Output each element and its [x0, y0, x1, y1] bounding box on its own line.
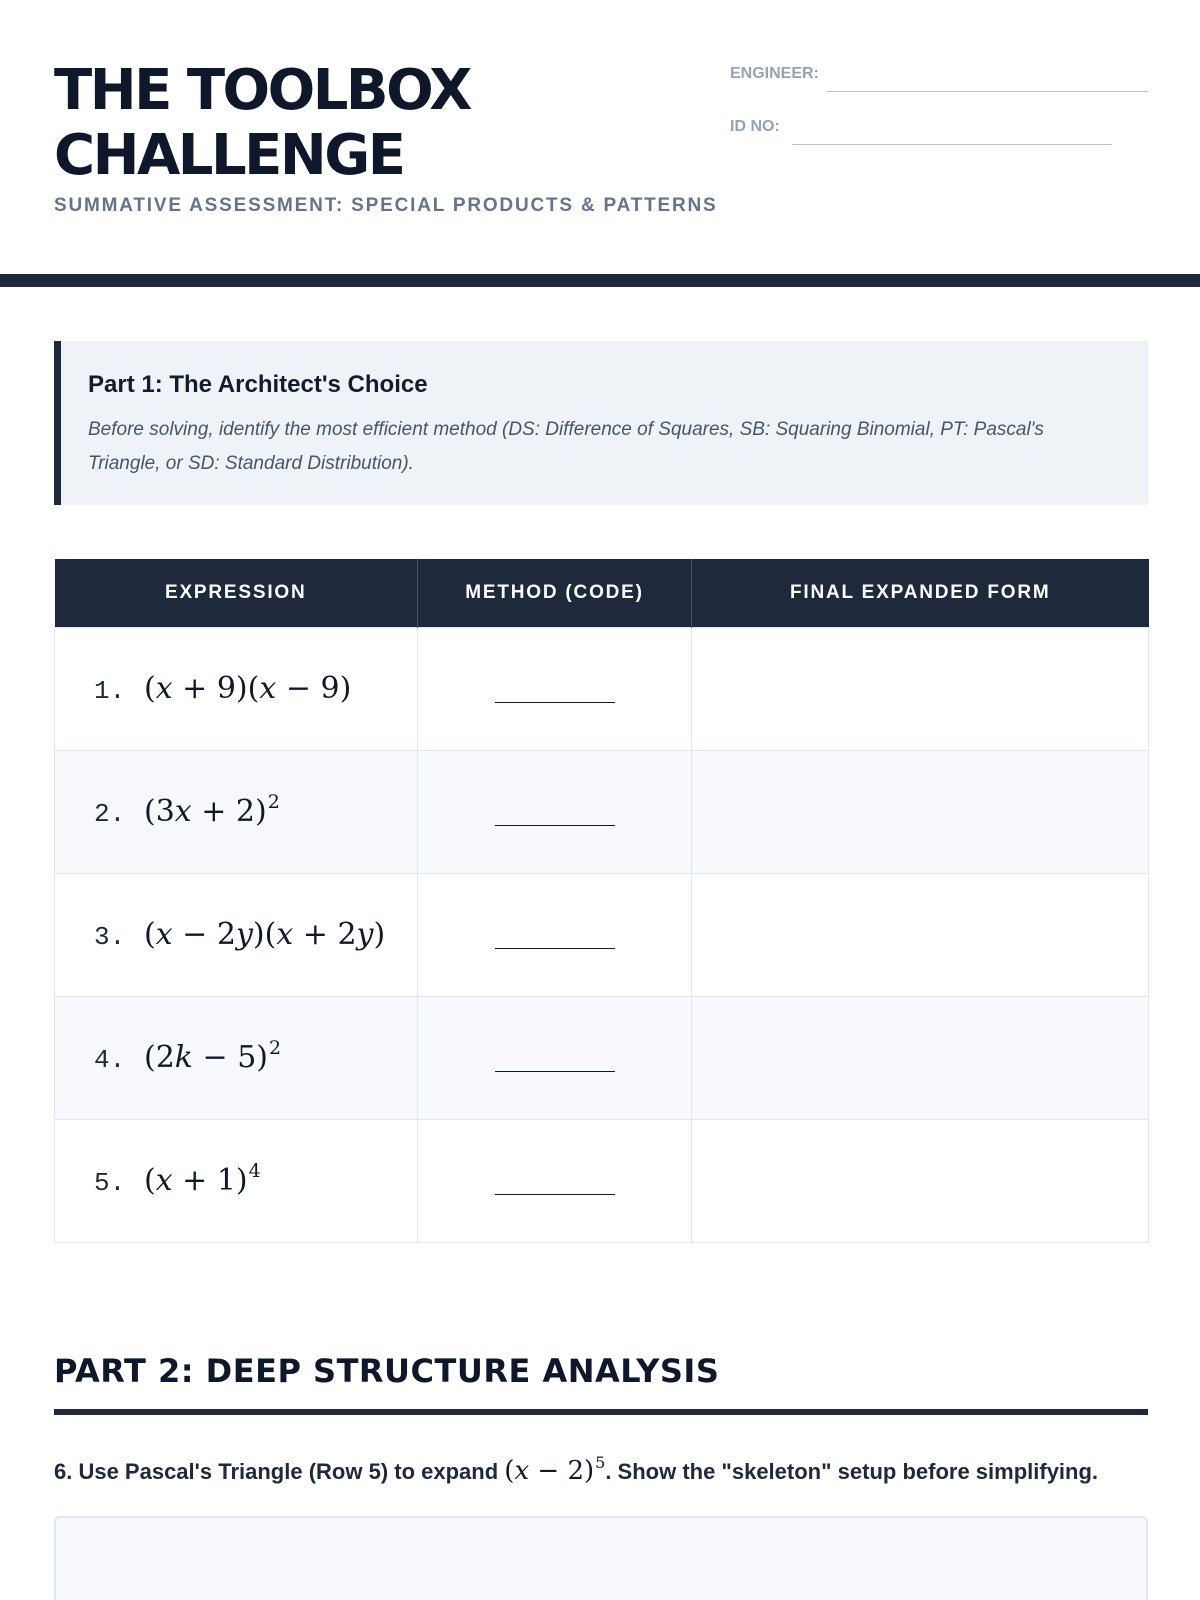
- problem-number: 3.: [94, 922, 126, 952]
- problem-number: 5.: [94, 1168, 126, 1198]
- math-expression: (x − 2y)(x + 2y): [144, 917, 386, 952]
- id-number-label: ID NO:: [730, 118, 780, 135]
- method-blank[interactable]: [495, 1194, 615, 1195]
- question-6: [54, 1453, 1099, 1486]
- final-form-cell[interactable]: [692, 750, 1149, 873]
- engineer-input-line[interactable]: [827, 91, 1148, 92]
- problem-number: 4.: [94, 1045, 126, 1075]
- final-form-cell[interactable]: [692, 1119, 1149, 1242]
- problem-table: [54, 559, 1149, 1243]
- expression-cell: [55, 1119, 418, 1242]
- final-form-column-header: FINAL EXPANDED FORM: [692, 559, 1149, 627]
- method-cell[interactable]: [418, 627, 692, 750]
- expression-cell: [55, 996, 418, 1119]
- part2-divider: [54, 1409, 1148, 1415]
- problem-number: 1.: [94, 676, 126, 706]
- method-cell[interactable]: [418, 873, 692, 996]
- table-row: [55, 996, 1149, 1119]
- id-number-input-line[interactable]: [792, 144, 1112, 145]
- math-expression: (x + 9)(x − 9): [144, 671, 352, 706]
- table-row: [55, 750, 1149, 873]
- part1-description: Before solving, identify the most efficient method (DS: Difference of Squares, SB: Squaring Binomial, PT: Pascal's Triangle, or SD: Standard Distribution).: [88, 419, 1044, 474]
- question-6-expression: $(x - 2)^5$: [504, 1453, 606, 1486]
- method-blank[interactable]: [495, 948, 615, 949]
- method-blank[interactable]: [495, 1071, 615, 1072]
- title-line-1: THE TOOLBOX: [54, 58, 470, 123]
- engineer-field[interactable]: [730, 58, 1148, 92]
- final-form-cell[interactable]: [692, 627, 1149, 750]
- worksheet-subtitle: SUMMATIVE ASSESSMENT: SPECIAL PRODUCTS & PATTERNS: [54, 195, 718, 216]
- method-cell[interactable]: [418, 750, 692, 873]
- method-blank[interactable]: [495, 825, 615, 826]
- final-form-cell[interactable]: [692, 873, 1149, 996]
- method-cell[interactable]: [418, 996, 692, 1119]
- question-6-prefix: 6. Use Pascal's Triangle (Row 5) to expand: [54, 1459, 499, 1484]
- engineer-label: ENGINEER:: [730, 65, 819, 82]
- question-6-suffix: . Show the "skeleton" setup before simplifying.: [605, 1459, 1099, 1484]
- part1-title: Part 1: The Architect's Choice: [88, 371, 428, 398]
- problem-number: 2.: [94, 799, 126, 829]
- math-expression: $(2k - 5)^2$: [144, 1037, 282, 1075]
- table-row: [55, 1119, 1149, 1242]
- math-expression: $(3x + 2)^2$: [144, 791, 280, 829]
- part2-heading: PART 2: DEEP STRUCTURE ANALYSIS: [54, 1352, 720, 1390]
- math-expression: $(x + 1)^4$: [144, 1160, 261, 1198]
- header-divider: [0, 274, 1200, 287]
- table-header-row: [55, 559, 1149, 627]
- final-form-cell[interactable]: [692, 996, 1149, 1119]
- expression-cell: [55, 627, 418, 750]
- expression-column-header: EXPRESSION: [55, 559, 418, 627]
- question-6-answer-box[interactable]: [54, 1516, 1148, 1600]
- worksheet-header: [54, 58, 1148, 228]
- id-number-field[interactable]: [730, 111, 1112, 145]
- expression-cell: [55, 750, 418, 873]
- expression-cell: [55, 873, 418, 996]
- table-row: [55, 627, 1149, 750]
- method-cell[interactable]: [418, 1119, 692, 1242]
- table-row: [55, 873, 1149, 996]
- part1-instructions-box: [54, 341, 1148, 505]
- title-line-2: CHALLENGE: [54, 123, 404, 188]
- method-blank[interactable]: [495, 702, 615, 703]
- method-column-header: METHOD (CODE): [418, 559, 692, 627]
- worksheet-title: [54, 58, 470, 188]
